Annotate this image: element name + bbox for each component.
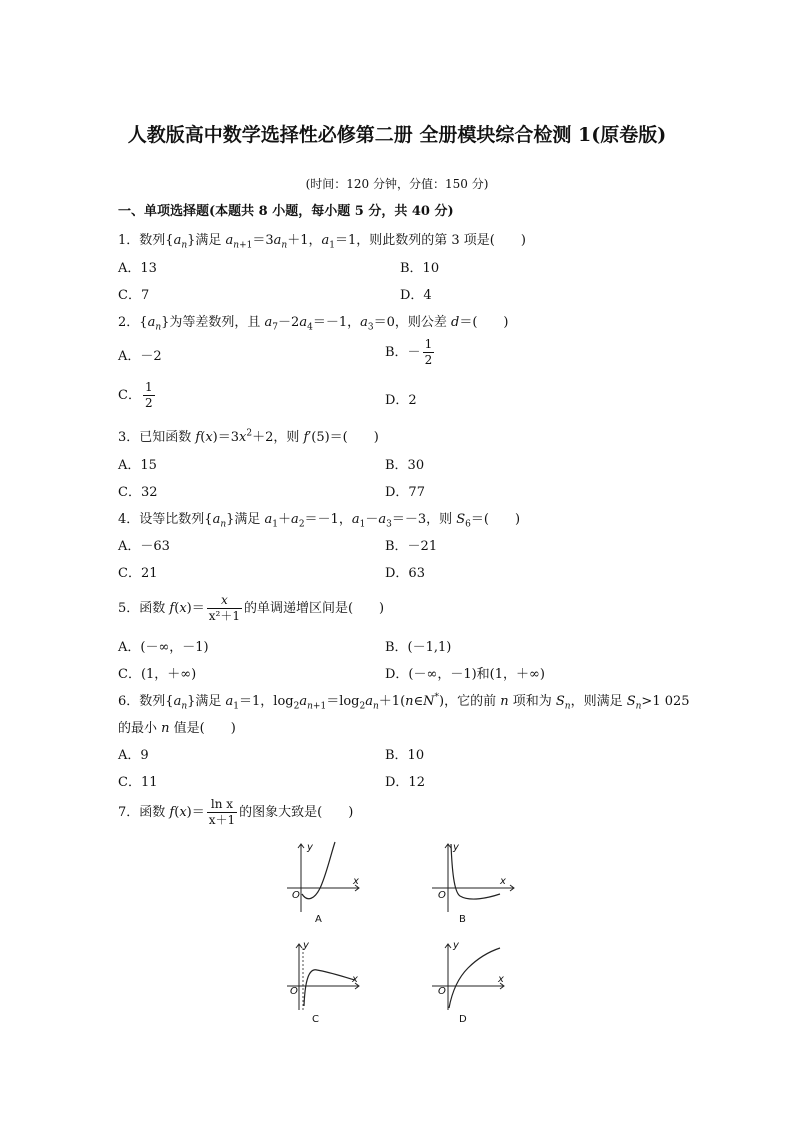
graph-a-y-label: y	[307, 842, 313, 853]
graph-b-label: B	[459, 914, 466, 925]
graph-b-y-label: y	[453, 842, 459, 853]
q6-option-a[interactable]: A．9	[118, 748, 149, 763]
graph-a-origin: O	[292, 890, 300, 901]
q1-option-a[interactable]: A．13	[118, 261, 157, 276]
graph-c-y-label: y	[303, 940, 309, 951]
q1-option-c[interactable]: C．7	[118, 288, 150, 303]
question-6-continued: 的最小 n 值是( )	[118, 721, 236, 736]
question-4: 4．设等比数列$\{a_n\}$满足 $a_1+a_2=-1$，$a_1-a_3=-3$，则 $S_6=$( )	[118, 512, 521, 530]
graph-b-x-label: x	[500, 876, 506, 887]
graph-a[interactable]	[283, 840, 363, 915]
question-6: 6．数列$\{a_n\}$满足 $a_1=1$，$\log_2a_{n+1}=\log_2a_n+1(n\in N^*)$，它的前 n 项和为 $S_n$，则满足 $S_n>1$ 025	[118, 692, 690, 712]
graph-d-origin: O	[438, 986, 446, 997]
graph-d-label: D	[459, 1014, 467, 1025]
q6-option-c[interactable]: C．11	[118, 775, 158, 790]
q6-option-b[interactable]: B．10	[385, 748, 425, 763]
question-3: 3．已知函数 $f(x)=3x^2+2$，则 f′(5)＝( )	[118, 428, 379, 445]
q3-option-b[interactable]: B．30	[385, 458, 425, 473]
q1-option-b[interactable]: B．10	[400, 261, 440, 276]
q2-option-a[interactable]: A．－2	[118, 349, 162, 364]
graph-d-y-label: y	[453, 940, 459, 951]
graph-b-origin: O	[438, 890, 446, 901]
q5-option-d[interactable]: D．(－∞，－1)和(1，＋∞)	[385, 667, 545, 682]
q6-option-d[interactable]: D．12	[385, 775, 425, 790]
q2-option-d[interactable]: D．2	[385, 393, 417, 408]
q3-option-c[interactable]: C．32	[118, 485, 158, 500]
graph-d-x-label: x	[498, 974, 504, 985]
q2-option-c[interactable]: C． $\frac{1}{2}$	[118, 380, 153, 410]
graph-c-label: C	[312, 1014, 319, 1025]
graph-d[interactable]	[428, 940, 508, 1012]
q5-option-c[interactable]: C．(1，＋∞)	[118, 667, 197, 682]
q5-option-b[interactable]: B．(－1,1)	[385, 640, 452, 655]
question-1: 1．数列$\{a_n\}$满足 $a_{n+1}=3a_n+1$，$a_1=1$，则此数列的第 3 项是( )	[118, 233, 526, 251]
q4-option-d[interactable]: D．63	[385, 566, 425, 581]
document-title: 人教版高中数学选择性必修第二册 全册模块综合检测 1(原卷版)	[127, 124, 667, 146]
question-2: 2．$\{a_n\}$为等差数列，且 $a_7-2a_4=-1$，$a_3=0$，则公差 d＝( )	[118, 315, 509, 333]
q4-option-a[interactable]: A．－63	[118, 539, 170, 554]
graph-a-label: A	[315, 914, 322, 925]
q5-option-a[interactable]: A．(－∞，－1)	[118, 640, 209, 655]
question-7: 7．函数 f(x)＝ $\frac{\text{ln x}}{x+1}$ 的图象大致是( )	[118, 797, 354, 827]
q3-option-a[interactable]: A．15	[118, 458, 157, 473]
q4-option-b[interactable]: B．－21	[385, 539, 438, 554]
question-5: 5．函数 f(x)＝ $\frac{x}{\text{x²＋1}}$ 的单调递增区间是( )	[118, 593, 385, 623]
section-heading: 一、单项选择题(本题共 8 小题，每小题 5 分，共 40 分)	[118, 204, 454, 219]
graph-c[interactable]	[283, 940, 363, 1012]
graph-c-x-label: x	[352, 974, 358, 985]
graph-a-x-label: x	[353, 876, 359, 887]
q4-option-c[interactable]: C．21	[118, 566, 158, 581]
exam-info: (时间：120 分钟，分值：150 分)	[305, 177, 489, 191]
q2-option-b[interactable]: B．－ $\frac{1}{2}$	[385, 337, 433, 367]
q3-option-d[interactable]: D．77	[385, 485, 425, 500]
graph-c-origin: O	[290, 986, 298, 997]
q1-option-d[interactable]: D．4	[400, 288, 432, 303]
